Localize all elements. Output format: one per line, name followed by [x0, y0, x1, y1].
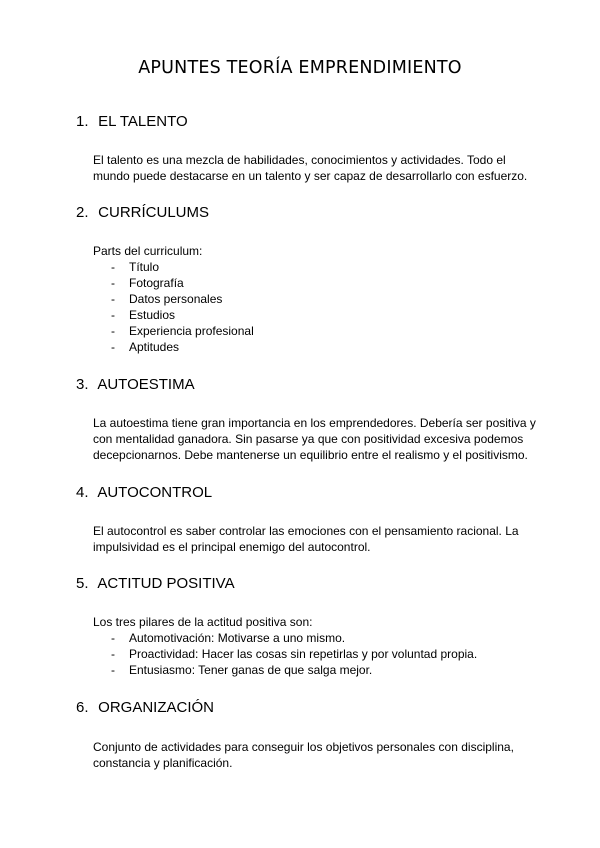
- paragraph-line: constancia y planificación.: [93, 756, 233, 770]
- list-intro: Parts del curriculum:: [93, 244, 203, 258]
- section-title: ACTITUD POSITIVA: [97, 575, 235, 592]
- section-body-organizacion: [93, 739, 553, 771]
- paragraph-line: mundo puede destacarse en un talento y ser capaz de desarrollarlo con esfuerzo.: [93, 169, 528, 183]
- list-item: - Título: [111, 260, 160, 274]
- section-title: CURRÍCULUMS: [98, 204, 210, 221]
- list-item: - Fotografía: [111, 276, 184, 290]
- list-intro: Los tres pilares de la actitud positiva son:: [93, 615, 313, 629]
- paragraph-line: El talento es una mezcla de habilidades, conocimientos y actividades. Todo el: [93, 153, 506, 167]
- list-item: - Automotivación: Motivarse a uno mismo.: [111, 631, 346, 645]
- list-item: - Datos personales: [111, 292, 223, 306]
- section-number: 4.: [76, 484, 89, 501]
- section-body-actitud-positiva: [93, 614, 553, 678]
- section-heading-autocontrol: [76, 484, 212, 501]
- bullet-list: [93, 630, 553, 678]
- bullet-dash: -: [111, 292, 115, 306]
- bullet-dash: -: [111, 340, 115, 354]
- paragraph-line: La autoestima tiene gran importancia en los emprendedores. Debería ser positiva y: [93, 416, 536, 430]
- bullet-dash: -: [111, 663, 115, 677]
- section-number: 5.: [76, 575, 89, 592]
- section-body-autoestima: [93, 415, 553, 463]
- bullet-dash: -: [111, 631, 115, 645]
- list-item: - Entusiasmo: Tener ganas de que salga mejor.: [111, 663, 373, 677]
- list-item: - Estudios: [111, 308, 176, 322]
- section-title: AUTOCONTROL: [97, 484, 213, 501]
- paragraph-line: con mentalidad ganadora. Sin pasarse ya que con positividad excesiva podemos: [93, 432, 524, 446]
- section-number: 6.: [76, 699, 89, 716]
- list-item: - Experiencia profesional: [111, 324, 254, 338]
- section-heading-autoestima: [76, 376, 195, 393]
- section-body-autocontrol: [93, 523, 553, 555]
- section-heading-curriculums: [76, 204, 209, 221]
- list-item: - Aptitudes: [111, 340, 180, 354]
- bullet-dash: -: [111, 260, 115, 274]
- bullet-list: [93, 259, 553, 355]
- bullet-dash: -: [111, 276, 115, 290]
- section-title: AUTOESTIMA: [97, 376, 195, 393]
- section-heading-organizacion: [76, 699, 214, 716]
- bullet-dash: -: [111, 308, 115, 322]
- section-number: 1.: [76, 113, 89, 130]
- section-body-talento: [93, 152, 553, 184]
- bullet-dash: -: [111, 324, 115, 338]
- list-item: - Proactividad: Hacer las cosas sin repetirlas y por voluntad propia.: [111, 647, 478, 661]
- section-number: 3.: [76, 376, 89, 393]
- section-title: ORGANIZACIÓN: [98, 699, 215, 716]
- page-title: APUNTES TEORÍA EMPRENDIMIENTO: [138, 58, 462, 78]
- section-title: EL TALENTO: [98, 113, 188, 130]
- section-number: 2.: [76, 204, 89, 221]
- paragraph-line: decepcionarnos. Debe mantenerse un equilibrio entre el realismo y el positivismo.: [93, 448, 528, 462]
- section-heading-actitud-positiva: [76, 575, 235, 592]
- paragraph-line: Conjunto de actividades para conseguir los objetivos personales con disciplina,: [93, 740, 514, 754]
- section-body-curriculums: [93, 243, 553, 355]
- paragraph-line: El autocontrol es saber controlar las emociones con el pensamiento racional. La: [93, 524, 519, 538]
- section-heading-talento: [76, 113, 188, 130]
- bullet-dash: -: [111, 647, 115, 661]
- paragraph-line: impulsividad es el principal enemigo del autocontrol.: [93, 540, 371, 554]
